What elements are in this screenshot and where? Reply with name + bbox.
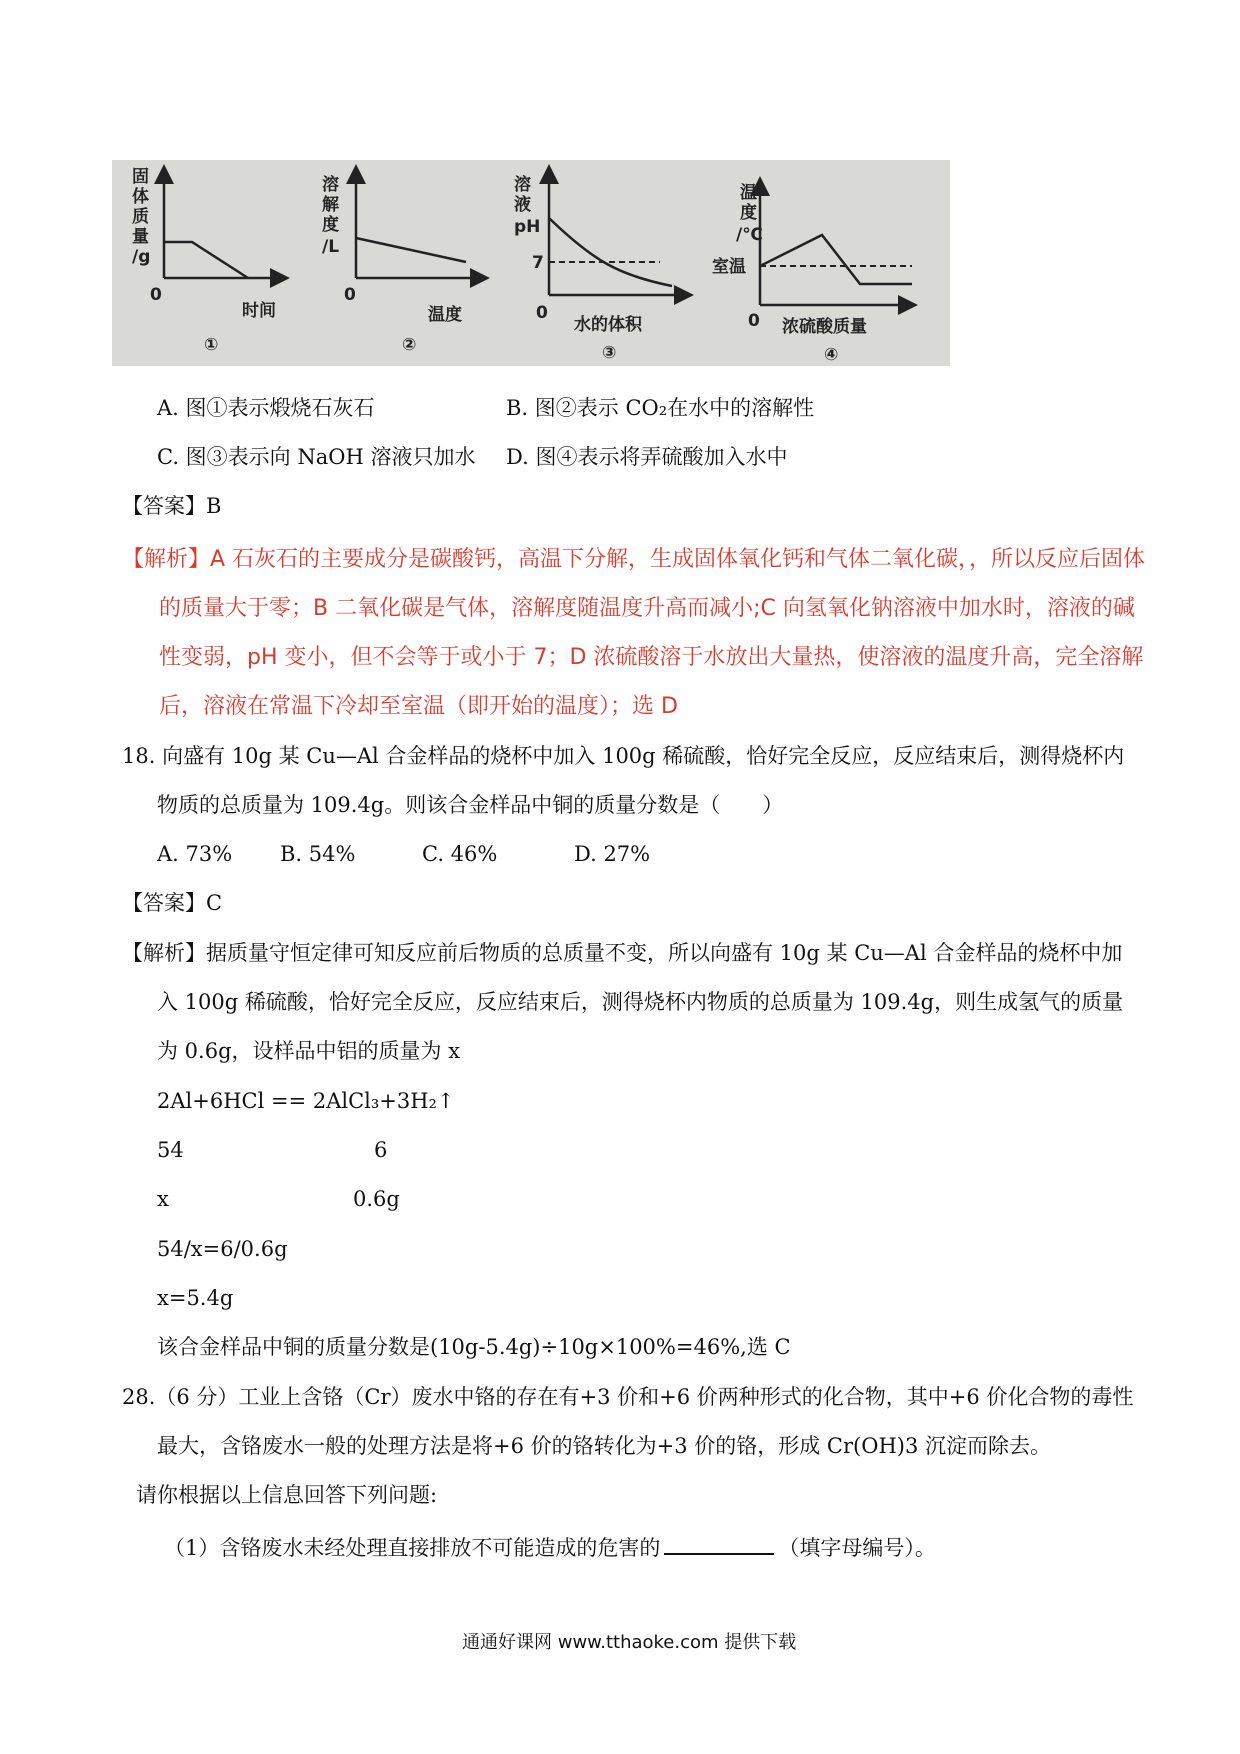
q18-stem-line-1: 18. 向盛有 10g 某 Cu—Al 合金样品的烧杯中加入 100g 稀硫酸，恰好完全反应，反应结束后，测得烧杯内 — [122, 744, 1125, 768]
graphs-figure — [112, 160, 950, 366]
graph-2-ylabel-2: 度 — [322, 215, 339, 235]
graph-3-ylabel-0: 溶 — [514, 175, 531, 195]
q28-line-2: 最大，含铬废水一般的处理方法是将+6 价的铬转化为+3 价的铬，形成 Cr(OH)3 沉淀而除去。 — [157, 1434, 1051, 1458]
graph-2-xlabel: 温度 — [428, 305, 462, 325]
graph-1-ylabel-1: 体 — [132, 187, 149, 207]
answer-blank[interactable] — [664, 1531, 774, 1555]
graph-1-number: ① — [204, 335, 219, 355]
q28-sub-question-1: （1）含铬废水未经处理直接排放不可能造成的危害的 （填字母编号）。 — [164, 1531, 936, 1562]
q18-option-c: C. 46% — [422, 842, 498, 866]
q17-option-a: A. 图①表示煅烧石灰石 — [157, 396, 375, 420]
graph-1-origin: 0 — [150, 285, 162, 305]
graph-1-ylabel-2: 质 — [132, 207, 149, 227]
q18-analysis-line-2: 入 100g 稀硫酸，恰好完全反应，反应结束后，测得烧杯内物质的总质量为 109.4g，则生成氢气的质量 — [157, 990, 1124, 1014]
q28-line-3: 请你根据以上信息回答下列问题: — [136, 1483, 438, 1507]
graph-3-ylabel-2: pH — [514, 217, 541, 237]
graph-4 — [712, 183, 912, 365]
q17-analysis-line-2: 的质量大于零；B 二氧化碳是气体，溶解度随温度升高而减小;C 向氢氧化钠溶液中加水时，溶液的碱 — [159, 596, 1135, 621]
q18-ratio-x: x — [157, 1187, 169, 1211]
q18-answer: 【答案】C — [122, 891, 223, 915]
graph-4-curve — [760, 235, 912, 284]
graph-4-ylabel-2: /℃ — [736, 225, 763, 245]
q18-ratio-6: 6 — [374, 1138, 388, 1162]
graph-1-ylabel-0: 固 — [132, 167, 149, 187]
graph-4-ylabel-1: 度 — [740, 203, 757, 223]
q28-line-1: 28.（6 分）工业上含铬（Cr）废水中铬的存在有+3 价和+6 价两种形式的化合物，其中+6 价化合物的毒性 — [122, 1385, 1134, 1409]
graph-3-number: ③ — [602, 343, 617, 363]
q18-stem-line-2: 物质的总质量为 109.4g。则该合金样品中铜的质量分数是（ ） — [157, 793, 784, 817]
q18-option-b: B. 54% — [280, 842, 356, 866]
q18-option-a: A. 73% — [157, 842, 233, 866]
q18-equation: 2Al+6HCl == 2AlCl₃+3H₂↑ — [157, 1089, 455, 1113]
graph-4-ylabel-0: 温 — [740, 183, 757, 203]
graph-1-ylabel-4: /g — [132, 247, 151, 267]
graph-3 — [514, 174, 684, 363]
q17-analysis-line-4: 后，溶液在常温下冷却至室温（即开始的温度）；选 D — [159, 694, 678, 719]
page-footer: 通通好课网 www.tthaoke.com 提供下载 — [462, 1632, 797, 1653]
graph-4-origin: 0 — [748, 311, 760, 331]
graph-2-origin: 0 — [344, 285, 356, 305]
graph-2-ylabel-1: 解 — [322, 195, 339, 215]
q18-option-d: D. 27% — [574, 842, 651, 866]
graphs-svg — [112, 160, 950, 366]
q17-answer: 【答案】B — [122, 494, 222, 518]
q18-analysis-line-3: 为 0.6g，设样品中铝的质量为 x — [157, 1039, 461, 1063]
graph-4-xlabel: 浓硫酸质量 — [782, 317, 867, 337]
q17-option-c: C. 图③表示向 NaOH 溶液只加水 — [157, 445, 476, 469]
graph-2-ylabel-0: 溶 — [322, 175, 339, 195]
graph-4-mark: 室温 — [712, 257, 746, 277]
q18-calc-1: 54/x=6/0.6g — [157, 1237, 288, 1261]
graph-3-curve — [549, 218, 672, 286]
graph-3-origin: 0 — [536, 303, 548, 323]
graph-3-ylabel-1: 液 — [514, 195, 531, 215]
q18-calc-2: x=5.4g — [157, 1286, 234, 1310]
graph-4-number: ④ — [824, 345, 839, 365]
q18-ratio-54: 54 — [157, 1138, 184, 1162]
graph-3-mark: 7 — [532, 253, 544, 273]
graph-2-ylabel-3: /L — [322, 237, 340, 257]
graph-1-curve — [164, 242, 248, 278]
q17-analysis-label: 【解析】 — [122, 547, 211, 572]
graph-2 — [322, 174, 480, 355]
q18-conclusion: 该合金样品中铜的质量分数是(10g-5.4g)÷10g×100%=46%,选 C — [157, 1335, 791, 1359]
q17-option-d: D. 图④表示将弄硫酸加入水中 — [506, 445, 788, 469]
q18-analysis-line-1: 【解析】据质量守恒定律可知反应前后物质的总质量不变，所以向盛有 10g 某 Cu—Al 合金样品的烧杯中加 — [122, 941, 1123, 965]
q17-option-b: B. 图②表示 CO₂在水中的溶解性 — [506, 396, 815, 420]
q17-analysis-line-3: 性变弱，pH 变小，但不会等于或小于 7；D 浓硫酸溶于水放出大量热，使溶液的温度升高，完全溶解 — [159, 645, 1144, 670]
graph-1-ylabel-3: 量 — [132, 227, 149, 247]
graph-3-xlabel: 水的体积 — [574, 315, 642, 335]
q17-analysis-line-1: 【解析】A 石灰石的主要成分是碳酸钙，高温下分解，生成固体氧化钙和气体二氧化碳，，所以反应后固体 — [122, 547, 1146, 572]
graph-1-xlabel: 时间 — [242, 301, 276, 321]
q18-ratio-06g: 0.6g — [353, 1187, 400, 1211]
graph-2-curve — [356, 238, 466, 262]
graph-1 — [132, 167, 280, 355]
graph-2-number: ② — [402, 335, 417, 355]
